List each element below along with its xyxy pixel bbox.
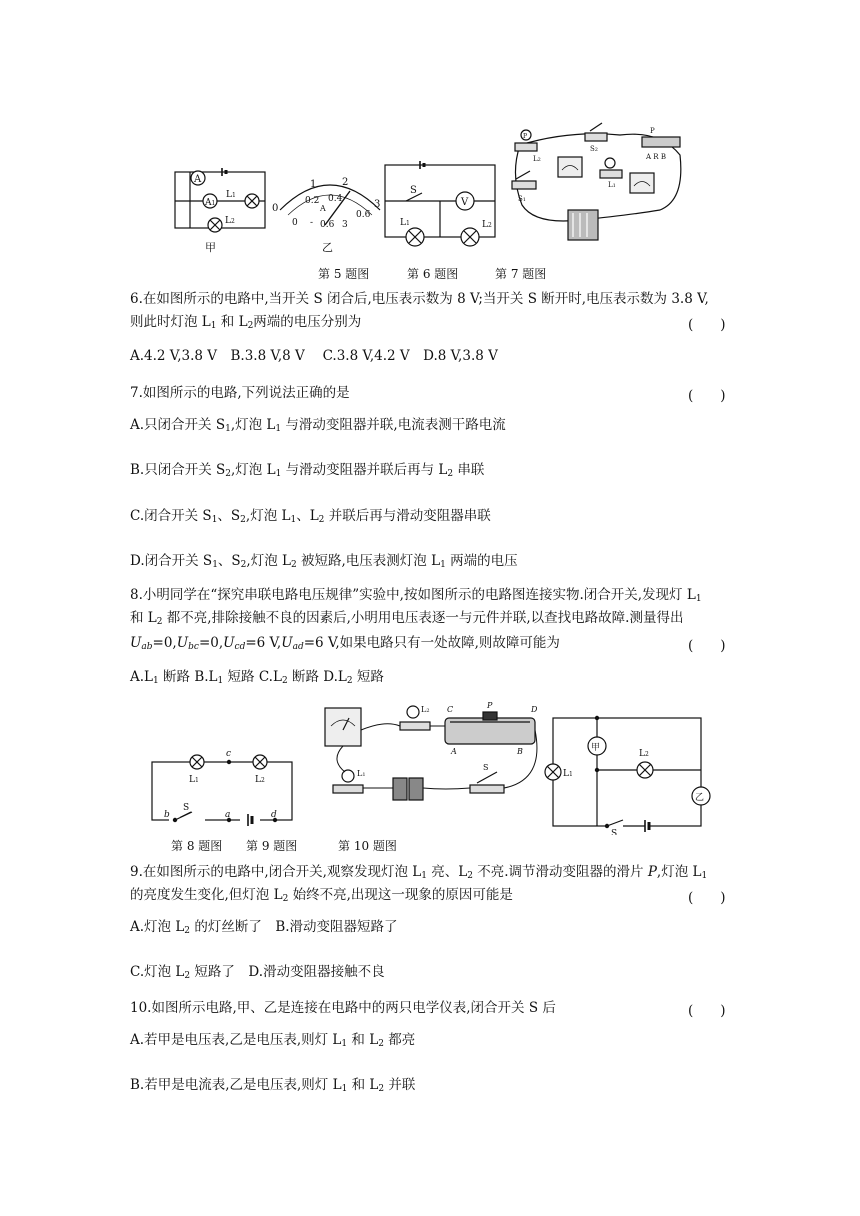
svg-text:B: B — [517, 747, 523, 756]
q10-option-b: B.若甲是电流表,乙是电压表,则灯 $L_1$ 和 $L_2$ 并联 — [130, 1077, 416, 1094]
svg-text:L1: L1 — [189, 775, 199, 785]
q10-answer-blank[interactable]: ( ) — [688, 1003, 726, 1019]
svg-text:A: A — [451, 747, 457, 756]
svg-text:V: V — [461, 197, 469, 208]
q8-answer-blank[interactable]: ( ) — [688, 638, 726, 654]
q9-options-cd: C.灯泡 $L_2$ 短路了 D.滑动变阻器接触不良 — [130, 964, 385, 981]
q9-stem-line1: 9.在如图所示的电路中,闭合开关,观察发现灯泡 $L_1$ 亮、$L_2$ 不亮.调节滑动变阻器的滑片 P,灯泡 $L_1$ — [130, 864, 708, 881]
svg-text:L2: L2 — [225, 216, 235, 226]
caption-figure-9: 第 9 题图 — [246, 839, 298, 853]
q7-stem: 7.如图所示的电路,下列说法正确的是 — [130, 385, 350, 401]
caption-figure-10: 第 10 题图 — [338, 839, 397, 853]
svg-text:0.6: 0.6 — [320, 220, 335, 230]
q8-stem-line2: 和 $L_2$ 都不亮,排除接触不良的因素后,小明用电压表逐一与元件并联,以查找电路故障.测量得出 — [130, 610, 684, 627]
svg-text:S: S — [483, 763, 489, 772]
svg-text:b: b — [164, 810, 170, 820]
figure-10-circuit — [545, 716, 710, 835]
q9-stem-line2: 的亮度发生变化,但灯泡 $L_2$ 始终不亮,出现这一现象的原因可能是 — [130, 887, 513, 904]
svg-text:乙: 乙 — [695, 793, 705, 803]
svg-text:L2: L2 — [482, 220, 492, 230]
svg-text:S2: S2 — [590, 145, 598, 153]
svg-text:A R B: A R B — [646, 153, 666, 161]
svg-text:0.6: 0.6 — [356, 210, 371, 220]
caption-figure-6: 第 6 题图 — [407, 267, 459, 281]
q7-option-a: A.只闭合开关 $S_1$,灯泡 $L_1$ 与滑动变阻器并联,电流表测干路电流 — [130, 417, 506, 434]
svg-text:甲: 甲 — [205, 241, 216, 254]
figure-9-apparatus — [325, 701, 538, 800]
svg-text:S: S — [410, 185, 417, 196]
svg-text:2: 2 — [342, 177, 349, 188]
q6-options: A.4.2 V,3.8 V B.3.8 V,8 V C.3.8 V,4.2 V D.8 V,3.8 V — [130, 348, 498, 364]
q9-options-ab: A.灯泡 $L_2$ 的灯丝断了 B.滑动变阻器短路了 — [130, 919, 398, 936]
q7-answer-blank[interactable]: ( ) — [688, 388, 726, 404]
svg-text:乙: 乙 — [322, 241, 333, 254]
svg-text:L2: L2 — [255, 775, 265, 785]
q8-options: $A.L_1$ 断路 $B.L_1$ 短路 $C.L_2$ 断路 $D.L_2$ 短路 — [130, 669, 384, 686]
figure-6-circuit — [385, 161, 495, 246]
svg-text:S: S — [183, 803, 190, 813]
svg-text:L2: L2 — [639, 749, 649, 759]
q7-option-c: C.闭合开关 $S_1$、$S_2$,灯泡 $L_1$、$L_2$ 并联后再与滑动变阻器串联 — [130, 508, 491, 525]
svg-text:0.4: 0.4 — [328, 194, 343, 204]
q6-stem-line2: 则此时灯泡 $L_1$ 和 $L_2$两端的电压分别为 — [130, 314, 362, 331]
svg-text:L2: L2 — [421, 705, 430, 714]
q6-answer-blank[interactable]: ( ) — [688, 317, 726, 333]
caption-figure-5: 第 5 题图 — [318, 267, 370, 281]
svg-text:甲: 甲 — [591, 743, 601, 753]
svg-text:D: D — [531, 705, 538, 714]
svg-text:C: C — [447, 705, 454, 714]
svg-text:P: P — [487, 701, 493, 710]
q10-option-a: A.若甲是电压表,乙是电压表,则灯 $L_1$ 和 $L_2$ 都亮 — [130, 1032, 416, 1049]
figure-8-circuit — [152, 749, 292, 826]
svg-text:0: 0 — [292, 218, 298, 228]
q6-stem-line1: 6.在如图所示的电路中,当开关 S 闭合后,电压表示数为 8 V;当开关 S 断开时,电压表示数为 3.8 V, — [130, 291, 709, 307]
q8-stem-line1: 8.小明同学在“探究串联电路电压规律”实验中,按如图所示的电路图连接实物.闭合开关,发现灯 $L_1$ — [130, 587, 702, 604]
q7-option-b: B.只闭合开关 $S_2$,灯泡 $L_1$ 与滑动变阻器并联后再与 $L_2$ 串联 — [130, 462, 485, 479]
svg-text:L2: L2 — [533, 155, 541, 163]
svg-text:L1: L1 — [357, 769, 366, 778]
svg-text:A: A — [194, 174, 202, 185]
svg-text:A: A — [320, 204, 326, 213]
caption-figure-8: 第 8 题图 — [171, 839, 223, 853]
figure-row-1 — [160, 115, 700, 270]
svg-text:L1: L1 — [226, 190, 236, 200]
svg-text:S: S — [611, 829, 618, 835]
svg-text:0: 0 — [272, 203, 279, 214]
svg-text:1: 1 — [310, 179, 317, 190]
svg-text:P: P — [650, 127, 655, 135]
figure-5-ammeter-dial — [272, 177, 380, 254]
figure-5-circuit — [175, 168, 265, 254]
svg-text:3: 3 — [374, 199, 381, 210]
svg-text:P: P — [523, 133, 528, 140]
svg-text:3: 3 — [342, 220, 348, 230]
svg-text:A1: A1 — [205, 198, 216, 208]
svg-text:L1: L1 — [563, 769, 573, 779]
q9-answer-blank[interactable]: ( ) — [688, 890, 726, 906]
svg-text:-: - — [310, 218, 314, 228]
svg-text:L1: L1 — [400, 218, 410, 228]
svg-text:d: d — [271, 810, 277, 820]
svg-text:a: a — [225, 810, 231, 820]
q7-option-d: D.闭合开关 $S_1$、$S_2$,灯泡 $L_2$ 被短路,电压表测灯泡 $L_1$ 两端的电压 — [130, 553, 518, 570]
svg-text:S1: S1 — [518, 195, 526, 203]
svg-text:0.2: 0.2 — [305, 196, 320, 206]
figure-7-apparatus — [512, 123, 681, 240]
svg-text:c: c — [226, 749, 232, 759]
q10-stem: 10.如图所示电路,甲、乙是连接在电路中的两只电学仪表,闭合开关 S 后 — [130, 1000, 556, 1016]
svg-text:L1: L1 — [608, 181, 616, 189]
figure-row-2 — [145, 700, 715, 835]
caption-figure-7: 第 7 题图 — [495, 267, 547, 281]
q8-stem-line3: $U_{ab}=0,U_{bc}=0,U_{cd}=6$ $V,U_{ad}=6$ V,如果电路只有一处故障,则故障可能为 — [130, 635, 560, 652]
